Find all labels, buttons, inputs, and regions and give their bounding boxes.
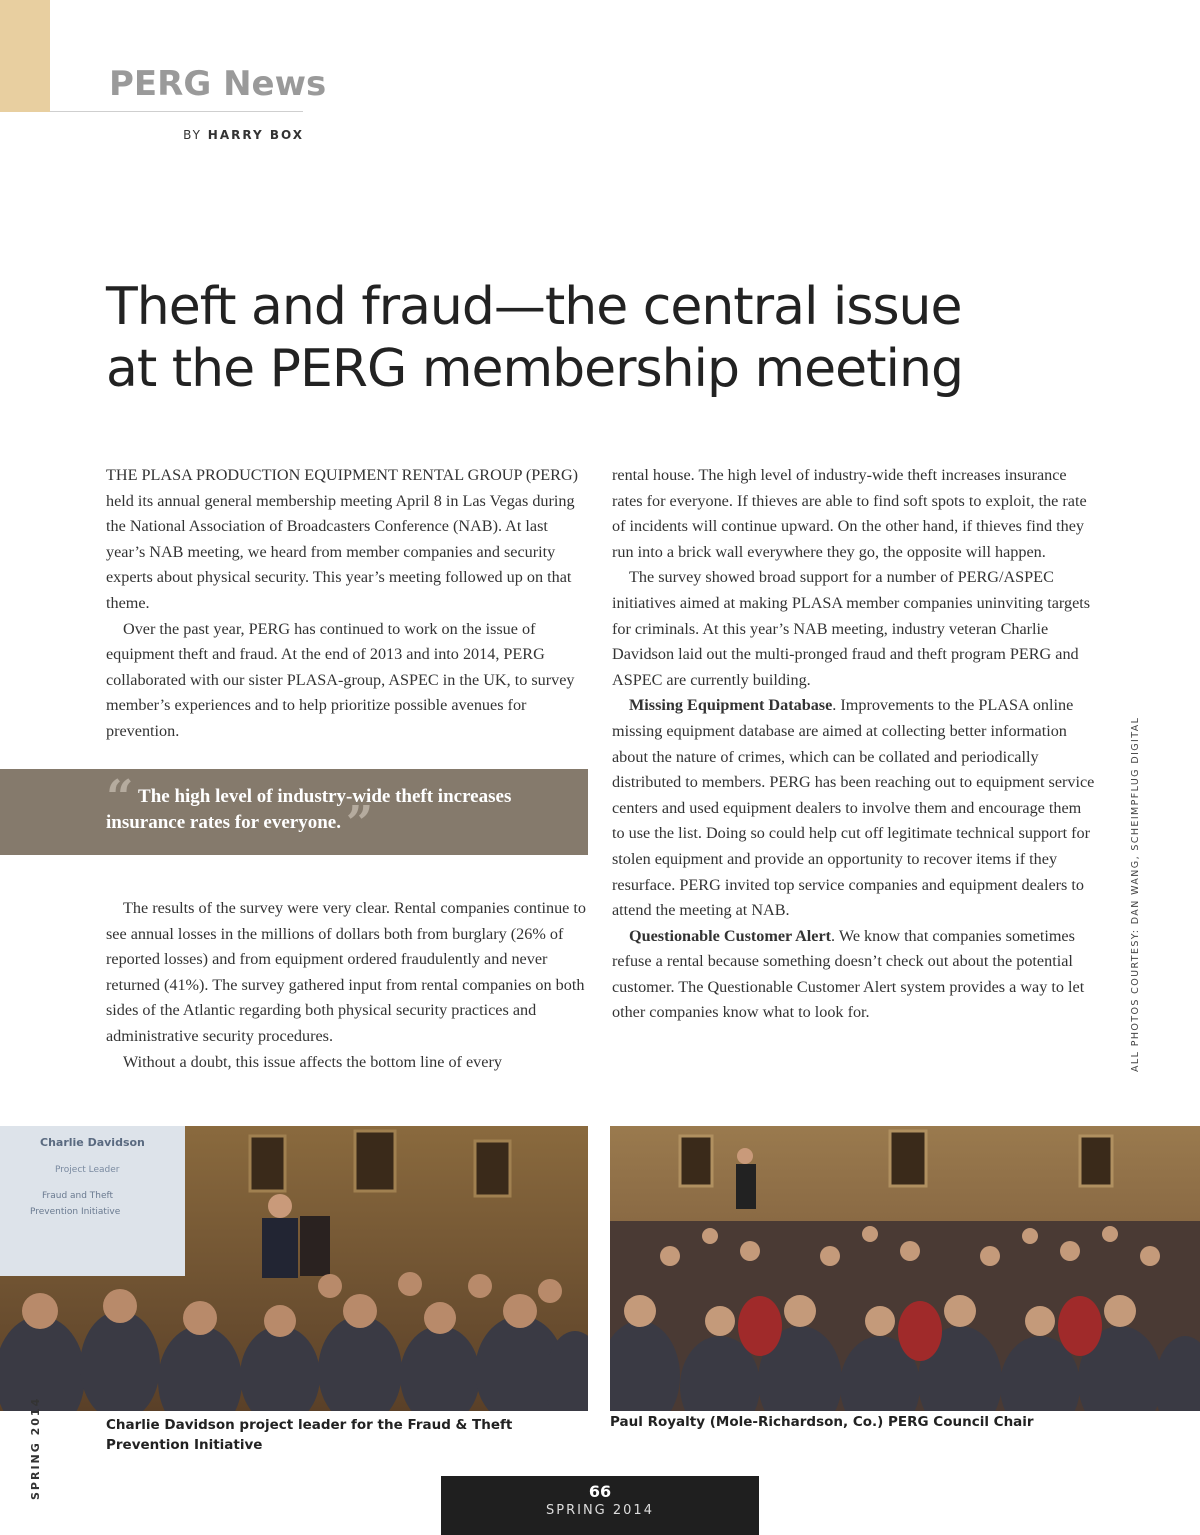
photo-credit: ALL PHOTOS COURTESY: DAN WANG, SCHEIMPFLUG DIGITAL bbox=[1130, 716, 1141, 1072]
paragraph: Without a doubt, this issue affects the bottom line of every bbox=[123, 1052, 502, 1071]
photo-audience-image bbox=[610, 1126, 1200, 1411]
page-footer bbox=[441, 1476, 759, 1535]
article-column-1-continued bbox=[106, 896, 588, 1075]
pull-quote bbox=[106, 770, 576, 852]
paragraph: rental house. The high level of industry-wide theft increases insurance rates for everyone. If thieves are able to find soft spots to exploit, the rate of incidents will continue upward. On the other hand, if thieves find they run into a brick wall everywhere they go, the opposite will happen. bbox=[612, 466, 1087, 561]
section-accent-bar bbox=[0, 0, 50, 112]
slide-text: Fraud and Theft bbox=[42, 1191, 114, 1201]
byline-author: HARRY BOX bbox=[207, 128, 304, 142]
subhead-questionable-customer: Questionable Customer Alert bbox=[629, 926, 832, 945]
slide-text: Project Leader bbox=[55, 1165, 120, 1175]
photo-audience bbox=[610, 1126, 1200, 1411]
section-title: PERG News bbox=[109, 64, 327, 104]
subhead-missing-equipment: Missing Equipment Database bbox=[629, 696, 833, 715]
pull-quote-text: The high level of industry-wide theft increases insurance rates for everyone. bbox=[106, 786, 512, 833]
paragraph: The survey showed broad support for a number of PERG/ASPEC initiatives aimed at making PLASA member companies uninviting targets for criminals. At this year’s NAB meeting, industry veteran Charlie Davidson laid out the multi-pronged fraud and theft program PERG and ASPEC are currently building. bbox=[612, 568, 1091, 689]
photo-caption-audience: Paul Royalty (Mole-Richardson, Co.) PERG Council Chair bbox=[610, 1414, 1034, 1430]
side-issue-label: SPRING 2014 bbox=[29, 1396, 42, 1500]
article-column-2 bbox=[612, 463, 1096, 1026]
photo-caption-presenter: Charlie Davidson project leader for the Fraud & Theft Prevention Initiative bbox=[106, 1417, 513, 1453]
slide-text: Prevention Initiative bbox=[30, 1207, 121, 1217]
paragraph: The results of the survey were very clear. Rental companies continue to see annual losses in the millions of dollars both from burglary (26% of reported losses) and from equipment ordered fraudulently and never returned (41%). The survey gathered input from rental companies on both sides of the Atlantic regarding both physical security practices and administrative security procedures. bbox=[106, 899, 586, 1045]
page-number: 66 bbox=[588, 1482, 612, 1501]
close-quote-icon: ” bbox=[345, 796, 374, 852]
issue-label: SPRING 2014 bbox=[546, 1503, 654, 1518]
paragraph bbox=[612, 693, 1096, 923]
paragraph: THE PLASA PRODUCTION EQUIPMENT RENTAL GROUP (PERG) held its annual general membership meeting April 8 in Las Vegas during the National Association of Broadcasters Conference (NAB). At last year’s NAB meeting, we heard from member companies and security experts about physical security. This year’s meeting followed up on that theme. bbox=[106, 466, 579, 612]
open-quote-icon: “ bbox=[106, 770, 134, 826]
paragraph-body: . We know that companies sometimes refuse a rental because something doesn’t check out about the potential customer. The Questionable Customer Alert system provides a way to let other companies know what to look for. bbox=[612, 926, 1085, 1022]
article-column-1 bbox=[106, 463, 588, 745]
byline bbox=[183, 128, 304, 142]
section-divider bbox=[50, 111, 303, 112]
paragraph bbox=[612, 924, 1096, 1026]
paragraph-body: . Improvements to the PLASA online missing equipment database are aimed at collecting better information about the nature of crimes, which can be collated and periodically distributed to members. PERG has been reaching out to equipment service centers and used equipment dealers to involve them and encourage them to use the list. Doing so could help cut off legitimate technical support for stolen equipment and provide an opportunity to recover items if they resurface. PERG invited top service companies and equipment dealers to attend the meeting at NAB. bbox=[612, 696, 1095, 920]
byline-prefix: BY bbox=[183, 128, 202, 142]
photo-presenter-image bbox=[0, 1126, 588, 1411]
slide-text: Charlie Davidson bbox=[40, 1136, 145, 1149]
paragraph: Over the past year, PERG has continued to work on the issue of equipment theft and fraud. At the end of 2013 and into 2014, PERG collaborated with our sister PLASA-group, ASPEC in the UK, to survey member’s experiences and to help prioritize possible avenues for prevention. bbox=[106, 619, 575, 740]
article-headline: Theft and fraud—the central issue at the PERG membership meeting bbox=[106, 277, 963, 399]
photo-presenter bbox=[0, 1126, 588, 1411]
